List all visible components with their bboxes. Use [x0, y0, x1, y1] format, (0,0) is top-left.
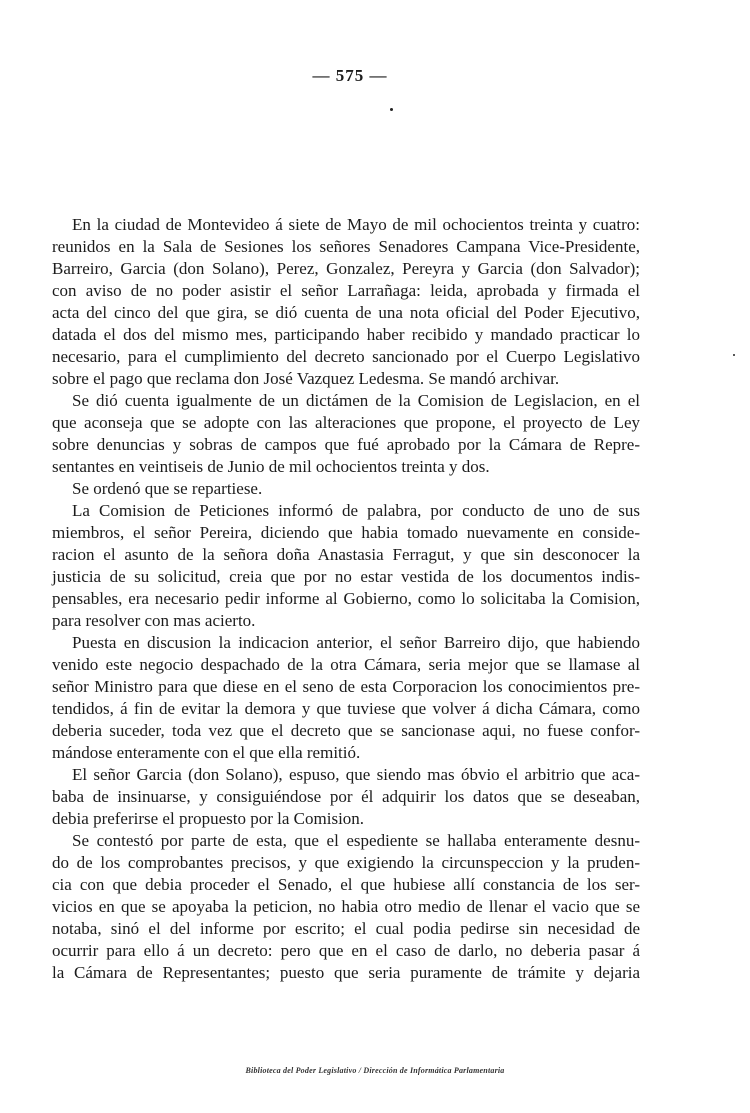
text-line: Se contestó por parte de esta, que el espediente se hallaba enteramente desnu-: [72, 831, 640, 850]
text-line: baba de insinuarse, y consiguiéndose por él adquirir los datos que se deseaban,: [52, 787, 640, 806]
text-line: con aviso de no poder asistir el señor Larrañaga: leida, aprobada y firmada el: [52, 281, 640, 300]
text-line: En la ciudad de Montevideo á siete de Mayo de mil ochocientos treinta y cuatro:: [72, 215, 640, 234]
text-line: Se ordenó que se repartiese.: [72, 479, 263, 498]
text-line: cia con que debia proceder el Senado, el que hubiese allí constancia de los ser-: [52, 875, 640, 894]
text-line: señor Ministro para que diese en el seno de esta Corporacion los conocimientos pre-: [52, 677, 640, 696]
text-line: necesario, para el cumplimiento del decreto sancionado por el Cuerpo Legislativo: [52, 347, 640, 366]
text-line: racion el asunto de la señora doña Anastasia Ferragut, y que sin desconocer la: [52, 545, 640, 564]
text-line: venido este negocio despachado de la otra Cámara, seria mejor que se llamase al: [52, 655, 640, 674]
text-line: reunidos en la Sala de Sesiones los señores Senadores Campana Vice-Presidente,: [52, 237, 640, 256]
text-line: acta del cinco del que gira, se dió cuenta de una nota oficial del Poder Ejecutivo,: [52, 303, 640, 322]
session-minutes-text: [52, 214, 640, 984]
text-line: debia preferirse el propuesto por la Comision.: [52, 809, 365, 828]
text-line: que aconseja que se adopte con las alteraciones que propone, el proyecto de Ley: [52, 413, 640, 432]
text-line: vicios en que se apoyaba la peticion, no habia otro medio de llenar el vacio que se: [52, 897, 640, 916]
text-line: sentantes en veintiseis de Junio de mil ochocientos treinta y dos.: [52, 457, 490, 476]
text-line: para resolver con mas acierto.: [52, 611, 256, 630]
text-line: El señor Garcia (don Solano), espuso, que siendo mas óbvio el arbitrio que aca-: [72, 765, 640, 784]
text-line: Se dió cuenta igualmente de un dictámen de la Comision de Legislacion, en el: [72, 391, 640, 410]
text-line: sobre denuncias y sobras de campos que fué aprobado por la Cámara de Repre-: [52, 435, 640, 454]
text-line: Barreiro, Garcia (don Solano), Perez, Gonzalez, Pereyra y Garcia (don Salvador);: [52, 259, 640, 278]
text-line: miembros, el señor Pereira, diciendo que habia tomado nuevamente en conside-: [52, 523, 640, 542]
text-line: La Comision de Peticiones informó de palabra, por conducto de uno de sus: [72, 501, 640, 520]
text-line: la Cámara de Representantes; puesto que seria puramente de trámite y dejaria: [52, 963, 640, 982]
text-line: do de los comprobantes precisos, y que exigiendo la circunspeccion y la pruden-: [52, 853, 640, 872]
text-line: mándose enteramente con el que ella remitió.: [52, 743, 361, 762]
text-line: tendidos, á fin de evitar la demora y que tuviese que volver á dicha Cámara, como: [52, 699, 640, 718]
text-line: deberia suceder, toda vez que el decreto que se sancionase aqui, no fuese confor-: [52, 721, 640, 740]
text-line: datada el dos del mismo mes, participando haber recibido y mandado practicar lo: [52, 325, 640, 344]
text-line: notaba, sinó el del informe por escrito; el cual podia pedirse sin necesidad de: [52, 919, 640, 938]
text-line: justicia de su solicitud, creia que por no estar vestida de los documentos indis-: [52, 567, 640, 586]
page-number: — 575 —: [312, 66, 388, 85]
text-line: ocurrir para ello á un decreto: pero que en el caso de darlo, no deberia pasar á: [52, 941, 640, 960]
ink-speck: [733, 354, 735, 356]
ink-speck: [390, 108, 393, 111]
text-line: Puesta en discusion la indicacion anterior, el señor Barreiro dijo, que habiendo: [72, 633, 640, 652]
text-line: sobre el pago que reclama don José Vazquez Ledesma. Se mandó archivar.: [52, 369, 560, 388]
library-credit: Biblioteca del Poder Legislativo / Dirección de Informática Parlamentaria: [245, 1066, 505, 1075]
text-line: pensables, era necesario pedir informe al Gobierno, como lo solicitaba la Comision,: [52, 589, 640, 608]
